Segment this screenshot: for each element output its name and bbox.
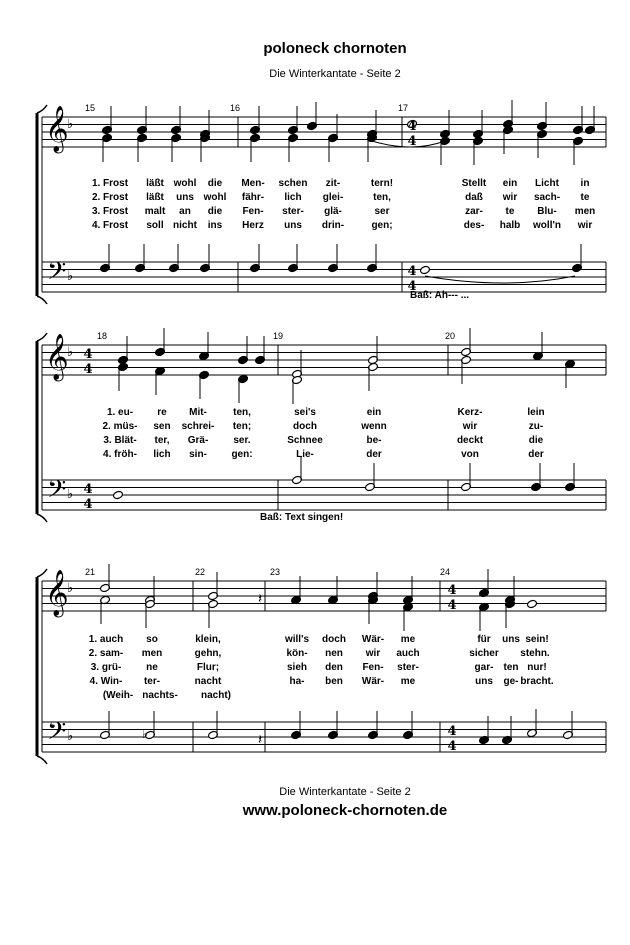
lyric-syllable: Herz xyxy=(242,220,264,231)
lyric-syllable: te xyxy=(580,192,590,203)
lyric-syllable: gen; xyxy=(371,220,393,231)
lyric-syllable: ha- xyxy=(289,676,305,687)
lyric-syllable: ster- xyxy=(397,662,419,673)
treble-clef-icon: 𝄞 xyxy=(45,106,69,152)
lyric-syllable: wir xyxy=(577,220,593,231)
lyric-syllable: woll'n xyxy=(533,220,561,231)
lyric-syllable: die xyxy=(207,178,223,189)
lyric-syllable: wohl xyxy=(173,178,197,189)
lyric-syllable: des- xyxy=(463,220,485,231)
lyric-syllable: klein, xyxy=(195,634,221,645)
lyric-syllable: läßt xyxy=(146,178,164,189)
time-signature: 4 xyxy=(407,264,417,279)
lyric-syllable: lich xyxy=(284,192,302,203)
lyric-syllable: halb xyxy=(499,220,521,231)
lyric-syllable: ten; xyxy=(232,421,252,432)
key-flat-icon: ♭ xyxy=(67,117,74,132)
time-signature: 4 xyxy=(447,739,457,754)
lyric-syllable: sein! xyxy=(525,634,549,645)
bass-clef-icon: 𝄢 xyxy=(47,717,67,752)
lyric-syllable: auch xyxy=(396,648,420,659)
time-signature: 4 xyxy=(407,279,417,294)
measure-number: 16 xyxy=(230,103,241,113)
system-bracket xyxy=(37,296,47,304)
lyric-syllable: sei's xyxy=(294,407,316,418)
lyric-syllable: 4. fröh- xyxy=(103,449,137,460)
lyric-syllable: soll xyxy=(146,220,164,231)
lyric-syllable: Fen- xyxy=(362,662,384,673)
lyric-syllable: zu- xyxy=(528,421,544,432)
time-signature: 4 xyxy=(83,347,93,362)
lyric-syllable: glei- xyxy=(322,192,344,203)
lyric-syllable: sach- xyxy=(533,192,561,203)
lyric-syllable: gar- xyxy=(474,662,494,673)
lyric-syllable: nen xyxy=(325,648,343,659)
lyric-syllable: zit- xyxy=(325,178,341,189)
lyric-syllable: men xyxy=(141,648,163,659)
lyric-syllable: Lie- xyxy=(296,449,314,460)
measure-number: 15 xyxy=(85,103,96,113)
bass-clef-icon: 𝄢 xyxy=(47,475,67,510)
key-flat-icon: ♭ xyxy=(67,345,74,360)
lyric-syllable: uns xyxy=(475,676,493,687)
lyric-syllable: sieh xyxy=(286,662,308,673)
rest-icon: 𝄽 xyxy=(258,732,263,748)
lyric-syllable: daß xyxy=(465,192,483,203)
lyric-syllable: Licht xyxy=(535,178,559,189)
bass-clef-icon: 𝄢 xyxy=(47,257,67,292)
lyric-syllable: von xyxy=(461,449,479,460)
key-flat-icon: ♭ xyxy=(67,269,74,284)
lyric-syllable: ten, xyxy=(233,407,251,418)
system-bracket xyxy=(37,756,47,764)
lyric-syllable: an xyxy=(179,206,191,217)
lyric-syllable: 2. sam- xyxy=(88,648,124,659)
lyric-syllable: ser xyxy=(374,206,390,217)
lyric-syllable: Flur; xyxy=(196,662,220,673)
time-signature: 4 xyxy=(407,119,417,134)
lyric-syllable: die xyxy=(528,435,544,446)
measure-number: 23 xyxy=(270,567,281,577)
lyric-syllable: sicher xyxy=(469,648,499,659)
lyric-syllable: 3. grü- xyxy=(90,662,122,673)
lyric-syllable: ser. xyxy=(233,435,251,446)
lyric-syllable: gehn, xyxy=(194,648,222,659)
lyric-syllable: nachts- xyxy=(142,690,178,701)
lyric-syllable: will's xyxy=(284,634,310,645)
note-head xyxy=(420,265,431,274)
lyric-syllable: stehn. xyxy=(520,648,550,659)
lyric-syllable: nicht xyxy=(173,220,197,231)
lyric-syllable: kön- xyxy=(286,648,308,659)
measure-number: 17 xyxy=(398,103,409,113)
lyric-syllable: tern! xyxy=(370,178,394,189)
lyric-syllable: me xyxy=(400,676,416,687)
lyric-syllable: der xyxy=(528,449,544,460)
lyric-syllable: bracht. xyxy=(520,676,554,687)
lyric-syllable: ins xyxy=(207,220,223,231)
lyric-syllable: 1. eu- xyxy=(106,407,134,418)
lyric-syllable: Blu- xyxy=(537,206,557,217)
lyric-syllable: uns xyxy=(502,634,520,645)
time-signature: 4 xyxy=(83,362,93,377)
lyric-syllable: ge- xyxy=(503,676,519,687)
key-flat-icon: ♭ xyxy=(67,487,74,502)
lyric-syllable: 2. müs- xyxy=(102,421,138,432)
footer-page: Die Winterkantate - Seite 2 xyxy=(279,786,411,798)
lyric-syllable: te xyxy=(505,206,515,217)
lyric-syllable: malt xyxy=(144,206,166,217)
lyric-syllable: be- xyxy=(366,435,382,446)
lyric-syllable: 1. Frost xyxy=(91,178,129,189)
lyric-syllable: nur! xyxy=(527,662,547,673)
lyric-syllable: schrei- xyxy=(181,421,215,432)
time-signature: 4 xyxy=(83,482,93,497)
lyric-syllable: die xyxy=(207,206,223,217)
page-subtitle: Die Winterkantate - Seite 2 xyxy=(269,68,401,80)
lyric-syllable: sen xyxy=(153,421,171,432)
lyric-syllable: ter, xyxy=(154,435,170,446)
lyric-syllable: zar- xyxy=(465,206,483,217)
lyric-syllable: Wär- xyxy=(361,676,385,687)
lyric-syllable: nacht) xyxy=(201,690,231,701)
lyric-syllable: 1. auch xyxy=(88,634,124,645)
lyric-syllable: 4. Win- xyxy=(89,676,123,687)
lyric-syllable: läßt xyxy=(146,192,164,203)
lyric-syllable: drin- xyxy=(321,220,345,231)
bass-instruction: Baß: Text singen! xyxy=(260,512,344,523)
lyric-syllable: ter- xyxy=(143,676,161,687)
time-signature: 4 xyxy=(447,583,457,598)
time-signature: 4 xyxy=(447,724,457,739)
lyric-syllable: Wär- xyxy=(361,634,385,645)
key-flat-icon: ♭ xyxy=(67,581,74,596)
lyric-syllable: doch xyxy=(322,634,346,645)
lyric-syllable: Men- xyxy=(241,178,265,189)
lyric-syllable: Kerz- xyxy=(457,407,483,418)
lyric-syllable: wir xyxy=(365,648,381,659)
lyric-syllable: 3. Frost xyxy=(91,206,129,217)
lyric-syllable: Schnee xyxy=(287,435,323,446)
accidental-flat-icon: ♭ xyxy=(142,727,148,741)
lyric-syllable: nacht xyxy=(194,676,222,687)
measure-number: 21 xyxy=(85,567,96,577)
lyric-syllable: Stellt xyxy=(461,178,487,189)
page-title: poloneck chornoten xyxy=(263,40,407,57)
lyric-syllable: fähr- xyxy=(241,192,265,203)
measure-number: 24 xyxy=(440,567,451,577)
lyric-syllable: schen xyxy=(278,178,308,189)
lyric-syllable: wenn xyxy=(361,421,387,432)
lyric-syllable: ten xyxy=(503,662,519,673)
lyric-syllable: der xyxy=(366,449,382,460)
measure-number: 22 xyxy=(195,567,206,577)
lyric-syllable: für xyxy=(477,634,491,645)
measure-number: 18 xyxy=(97,331,108,341)
lyric-syllable: so xyxy=(146,634,158,645)
lyric-syllable: (Weih- xyxy=(102,690,134,701)
treble-clef-icon: 𝄞 xyxy=(45,334,69,380)
lyric-syllable: ein xyxy=(366,407,382,418)
lyric-syllable: 4. Frost xyxy=(91,220,129,231)
lyric-syllable: wir xyxy=(502,192,518,203)
treble-clef-icon: 𝄞 xyxy=(45,570,69,616)
key-flat-icon: ♭ xyxy=(67,729,74,744)
lyric-syllable: den xyxy=(325,662,343,673)
lyric-syllable: 3. Blät- xyxy=(103,435,137,446)
lyric-syllable: ster- xyxy=(282,206,304,217)
lyric-syllable: glä- xyxy=(324,206,342,217)
lyric-syllable: wir xyxy=(462,421,478,432)
lyric-syllable: uns xyxy=(284,220,302,231)
lyric-syllable: Mit- xyxy=(189,407,207,418)
lyric-syllable: gen: xyxy=(231,449,253,460)
lyric-syllable: re xyxy=(157,407,167,418)
footer-url: www.poloneck-chornoten.de xyxy=(242,802,448,819)
lyric-syllable: doch xyxy=(293,421,317,432)
measure-number: 20 xyxy=(445,331,456,341)
lyric-syllable: deckt xyxy=(456,435,484,446)
lyric-syllable: ben xyxy=(325,676,343,687)
lyric-syllable: lich xyxy=(153,449,171,460)
lyric-syllable: ne xyxy=(146,662,158,673)
system-bracket xyxy=(37,514,47,522)
lyric-syllable: ten, xyxy=(373,192,391,203)
lyric-syllable: 2. Frost xyxy=(91,192,129,203)
lyric-syllable: sin- xyxy=(189,449,207,460)
lyric-syllable: lein xyxy=(527,407,545,418)
lyric-syllable: me xyxy=(400,634,416,645)
note-head xyxy=(527,599,538,608)
time-signature: 4 xyxy=(83,497,93,512)
lyric-syllable: in xyxy=(580,178,590,189)
lyric-syllable: Grä- xyxy=(187,435,209,446)
lyric-syllable: Fen- xyxy=(242,206,264,217)
note-head xyxy=(113,490,124,499)
rest-icon: 𝄽 xyxy=(258,591,263,607)
lyric-syllable: men xyxy=(574,206,596,217)
time-signature: 4 xyxy=(407,134,417,149)
lyric-syllable: wohl xyxy=(203,192,227,203)
measure-number: 19 xyxy=(273,331,284,341)
bass-instruction: Baß: Ah--- ... xyxy=(410,290,470,301)
lyric-syllable: ein xyxy=(502,178,518,189)
time-signature: 4 xyxy=(447,598,457,613)
lyric-syllable: uns xyxy=(176,192,194,203)
